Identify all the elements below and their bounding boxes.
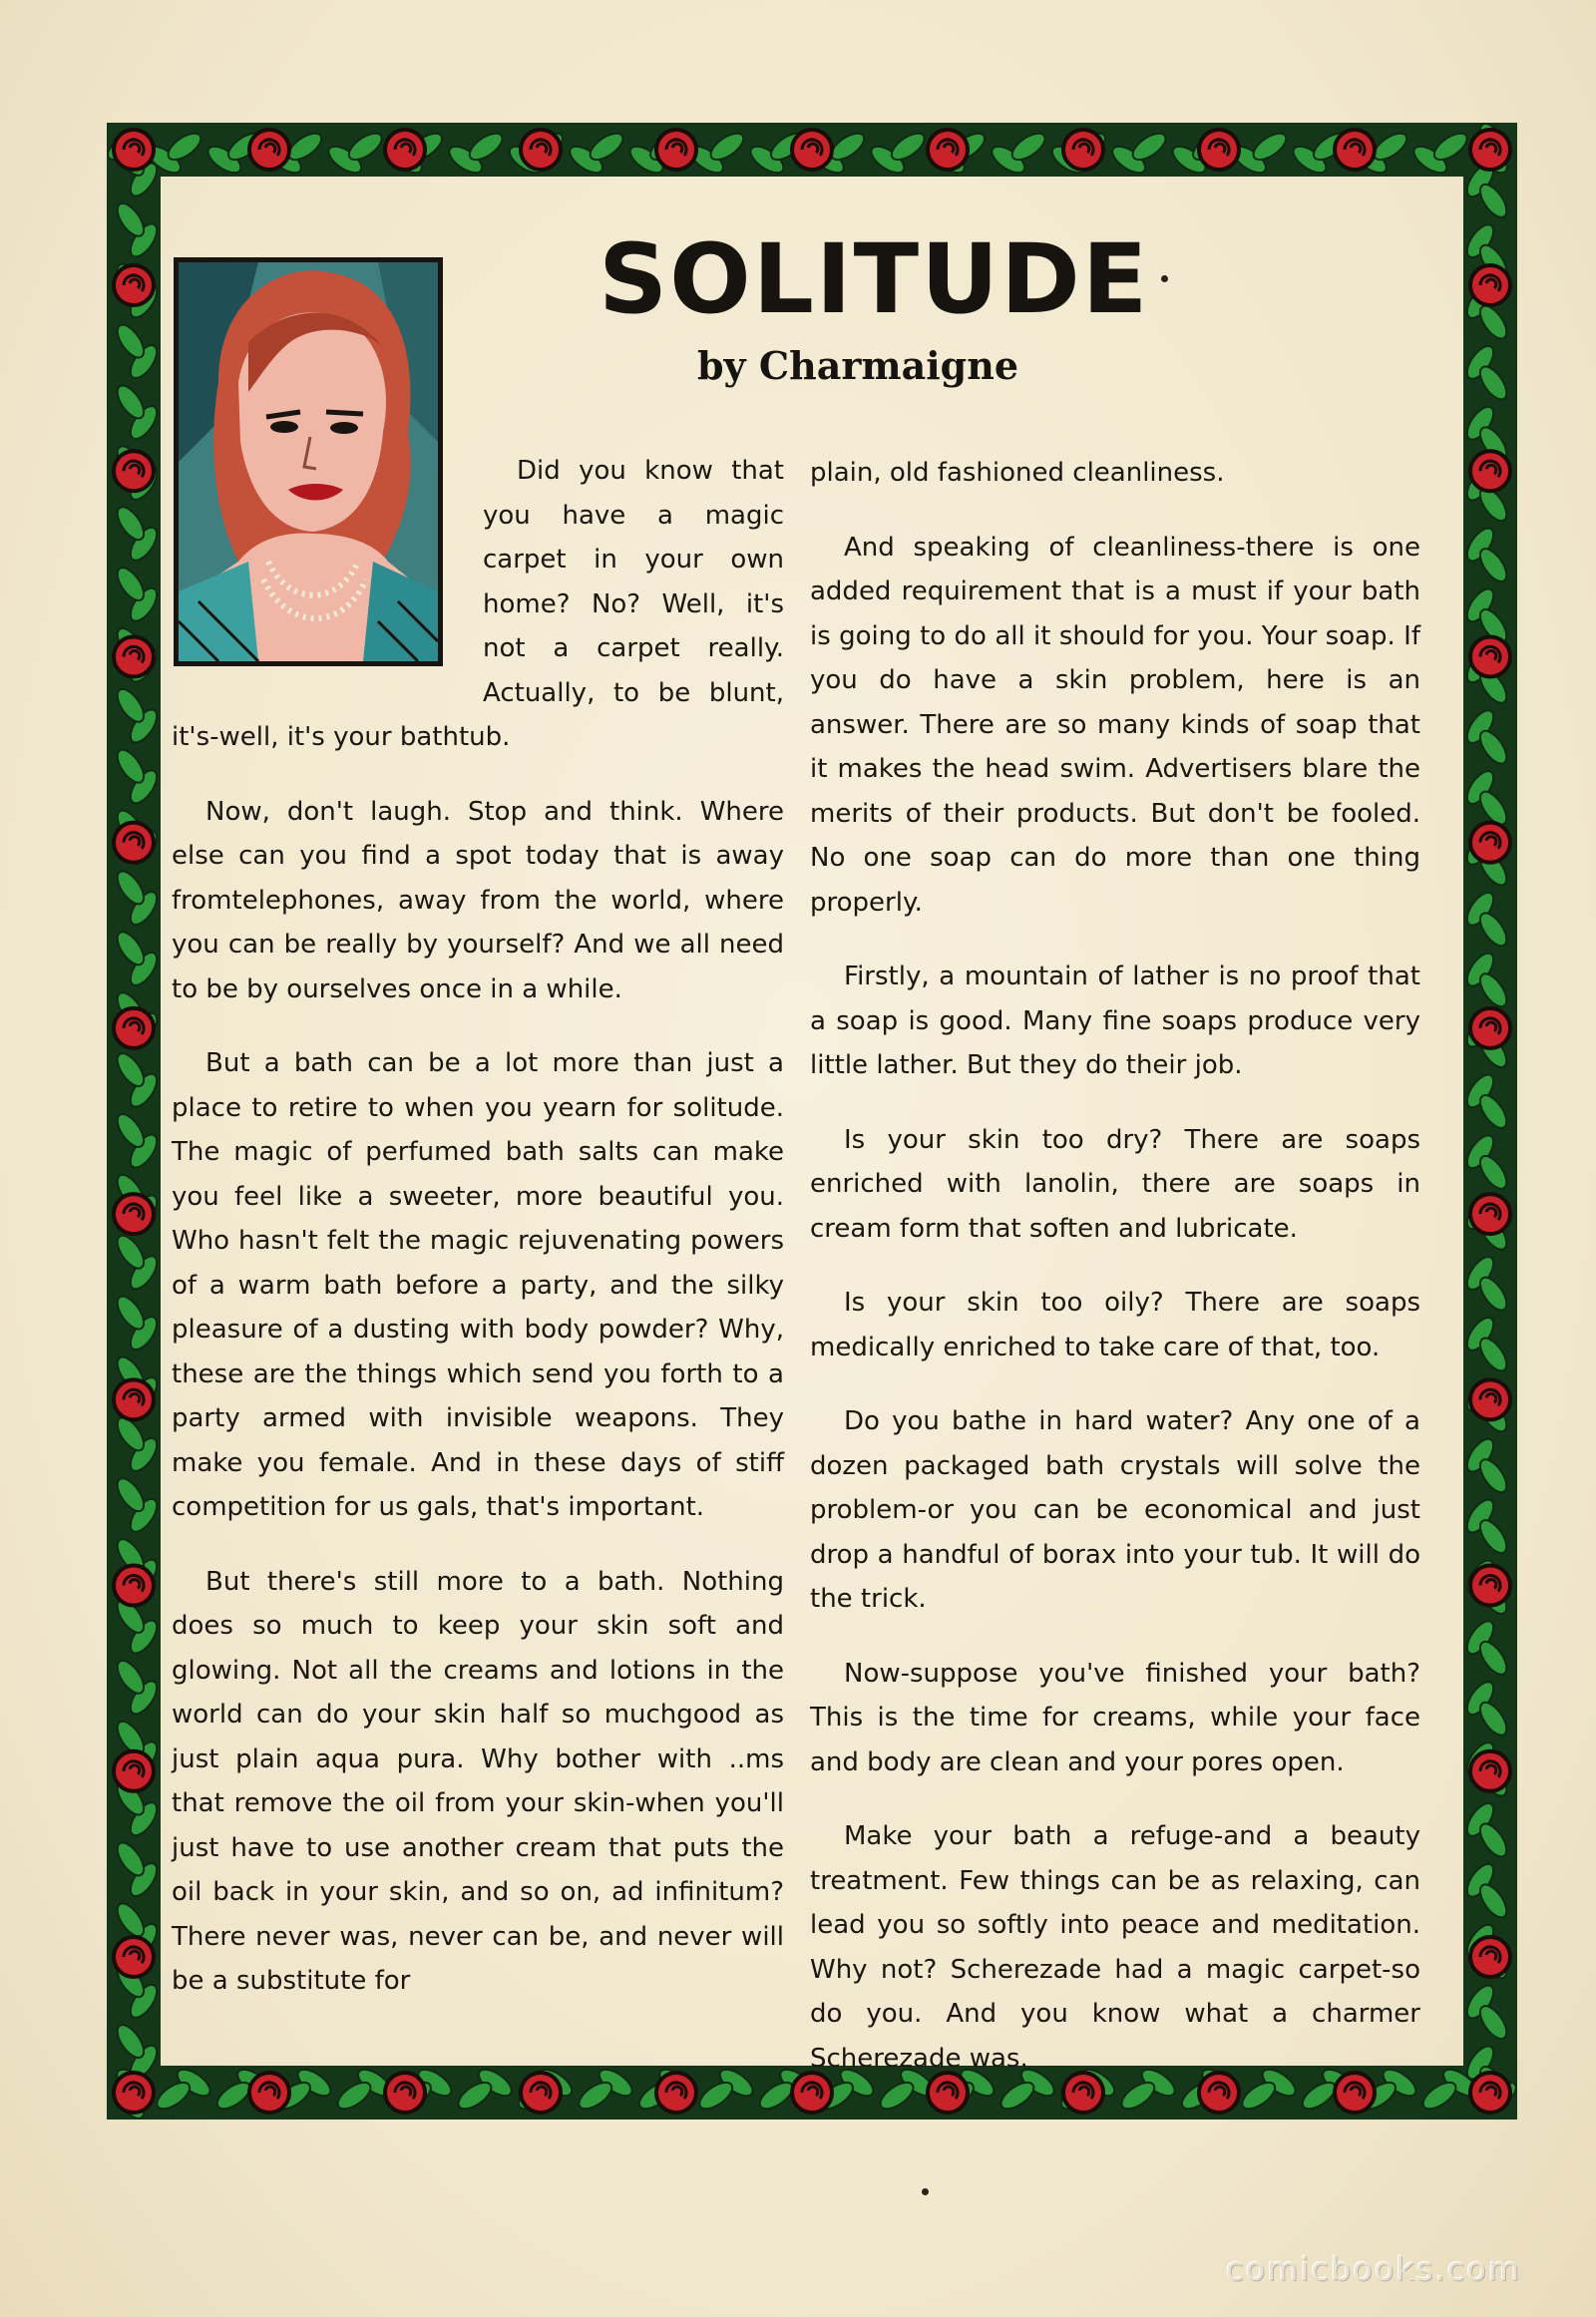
- rose-icon: [1335, 130, 1375, 170]
- rose-icon: [656, 2073, 696, 2113]
- rose-icon: [1470, 1937, 1510, 1977]
- rose-icon: [1470, 1194, 1510, 1234]
- paragraph: Is your skin too dry? There are soaps enriched with lanolin, there are soaps in cream form that soften and lubricate.: [810, 1124, 1420, 1244]
- rose-icon: [249, 130, 289, 170]
- rose-icon: [521, 2073, 561, 2113]
- rose-icon: [114, 636, 154, 676]
- rose-icon: [1470, 2073, 1510, 2113]
- rose-icon: [1470, 1751, 1510, 1791]
- rose-icon: [385, 130, 425, 170]
- rose-icon: [114, 130, 154, 170]
- rose-icon: [1470, 265, 1510, 305]
- right-text-column: [810, 451, 1420, 2111]
- rose-icon: [114, 451, 154, 491]
- left-text-column: [172, 449, 784, 2034]
- paragraph: Did you know that you have a magic carpet in your own home? No? Well, it's not a carpet really. Actually, to be blunt, it's-well, it's your bathtub.: [172, 456, 784, 752]
- paragraph: But there's still more to a bath. Nothing does so much to keep your skin soft and glowing. Not all the creams and lotions in the world can do your skin half so muchgood as just plain aqua pura. Why bother with ..ms that remove the oil from your skin-when you'll just have to use another cream that puts the oil back in your skin, and so on, ad infinitum? There never was, never can be, and never will be a substitute for: [172, 1566, 784, 1996]
- rose-icon: [792, 130, 832, 170]
- paragraph: But a bath can be a lot more than just a place to retire to when you yearn for solitude. The magic of perfumed bath salts can make you feel like a sweeter, more beautiful you. Who hasn't felt the magic rejuvenating powers of a warm bath before a party, and the silky pleasure of a dusting with body powder? Why, these are the things which send you forth to a party armed with invisible weapons. They make you female. And in these days of stiff competition for us gals, that's important.: [172, 1048, 784, 1522]
- rose-icon: [114, 823, 154, 863]
- rose-icon: [1470, 636, 1510, 676]
- paragraph: And speaking of cleanliness-there is one added requirement that is a must if your bath is going to do all it should for you. Your soap. If you do have a skin problem, here is an answer. There are so many kinds of soap that it makes the head swim. Advertisers blare the merits of their products. But don't be fooled. No one soap can do more than one thing properly.: [810, 532, 1420, 918]
- rose-icon: [521, 130, 561, 170]
- rose-icon: [114, 1751, 154, 1791]
- article-byline: by Charmaigne: [696, 343, 1019, 388]
- rose-icon: [385, 2073, 425, 2113]
- article-title: SOLITUDE: [598, 223, 1150, 335]
- rose-icon: [249, 2073, 289, 2113]
- paragraph: Is your skin too oily? There are soaps medically enriched to take care of that, too.: [810, 1288, 1420, 1362]
- paragraph: Firstly, a mountain of lather is no proof that a soap is good. Many fine soaps produce very little lather. But they do their job.: [810, 962, 1420, 1080]
- rose-icon: [114, 2073, 154, 2113]
- rose-icon: [1470, 130, 1510, 170]
- paragraph: Do you bathe in hard water? Any one of a dozen packaged bath crystals will solve the problem-or you can be economical and just drop a handful of borax into your tub. It will do the trick.: [810, 1406, 1420, 1614]
- rose-icon: [1470, 1566, 1510, 1606]
- rose-icon: [114, 1937, 154, 1977]
- rose-icon: [1199, 130, 1239, 170]
- rose-icon: [114, 265, 154, 305]
- rose-icon: [656, 130, 696, 170]
- rose-icon: [114, 1566, 154, 1606]
- ink-speck: [1161, 275, 1168, 282]
- rose-icon: [1063, 130, 1103, 170]
- watermark: comicbooks.com: [1225, 2250, 1521, 2288]
- paragraph: Now-suppose you've finished your bath? This is the time for creams, while your face and body are clean and your pores open.: [810, 1658, 1420, 1777]
- rose-icon: [114, 1379, 154, 1419]
- rose-icon: [1470, 1008, 1510, 1048]
- portrait-wrap-spacer: [172, 449, 483, 688]
- paragraph: Make your bath a refuge-and a beauty treatment. Few things can be as relaxing, can lead you so softly into peace and meditation. Why not? Scherezade had a magic carpet-so do you. And you know what a charmer Scherezade was.: [810, 1821, 1420, 2074]
- rose-icon: [1470, 451, 1510, 491]
- rose-icon: [928, 130, 968, 170]
- rose-icon: [1470, 823, 1510, 863]
- ink-speck: [922, 2188, 929, 2195]
- rose-icon: [1470, 1379, 1510, 1419]
- rose-icon: [114, 1008, 154, 1048]
- rose-icon: [114, 1194, 154, 1234]
- paragraph: Now, don't laugh. Stop and think. Where else can you find a spot today that is away fromtelephones, away from the world, where you can be really by yourself? And we all need to be by ourselves once in a while.: [172, 796, 784, 1004]
- paragraph: plain, old fashioned cleanliness.: [810, 458, 1225, 488]
